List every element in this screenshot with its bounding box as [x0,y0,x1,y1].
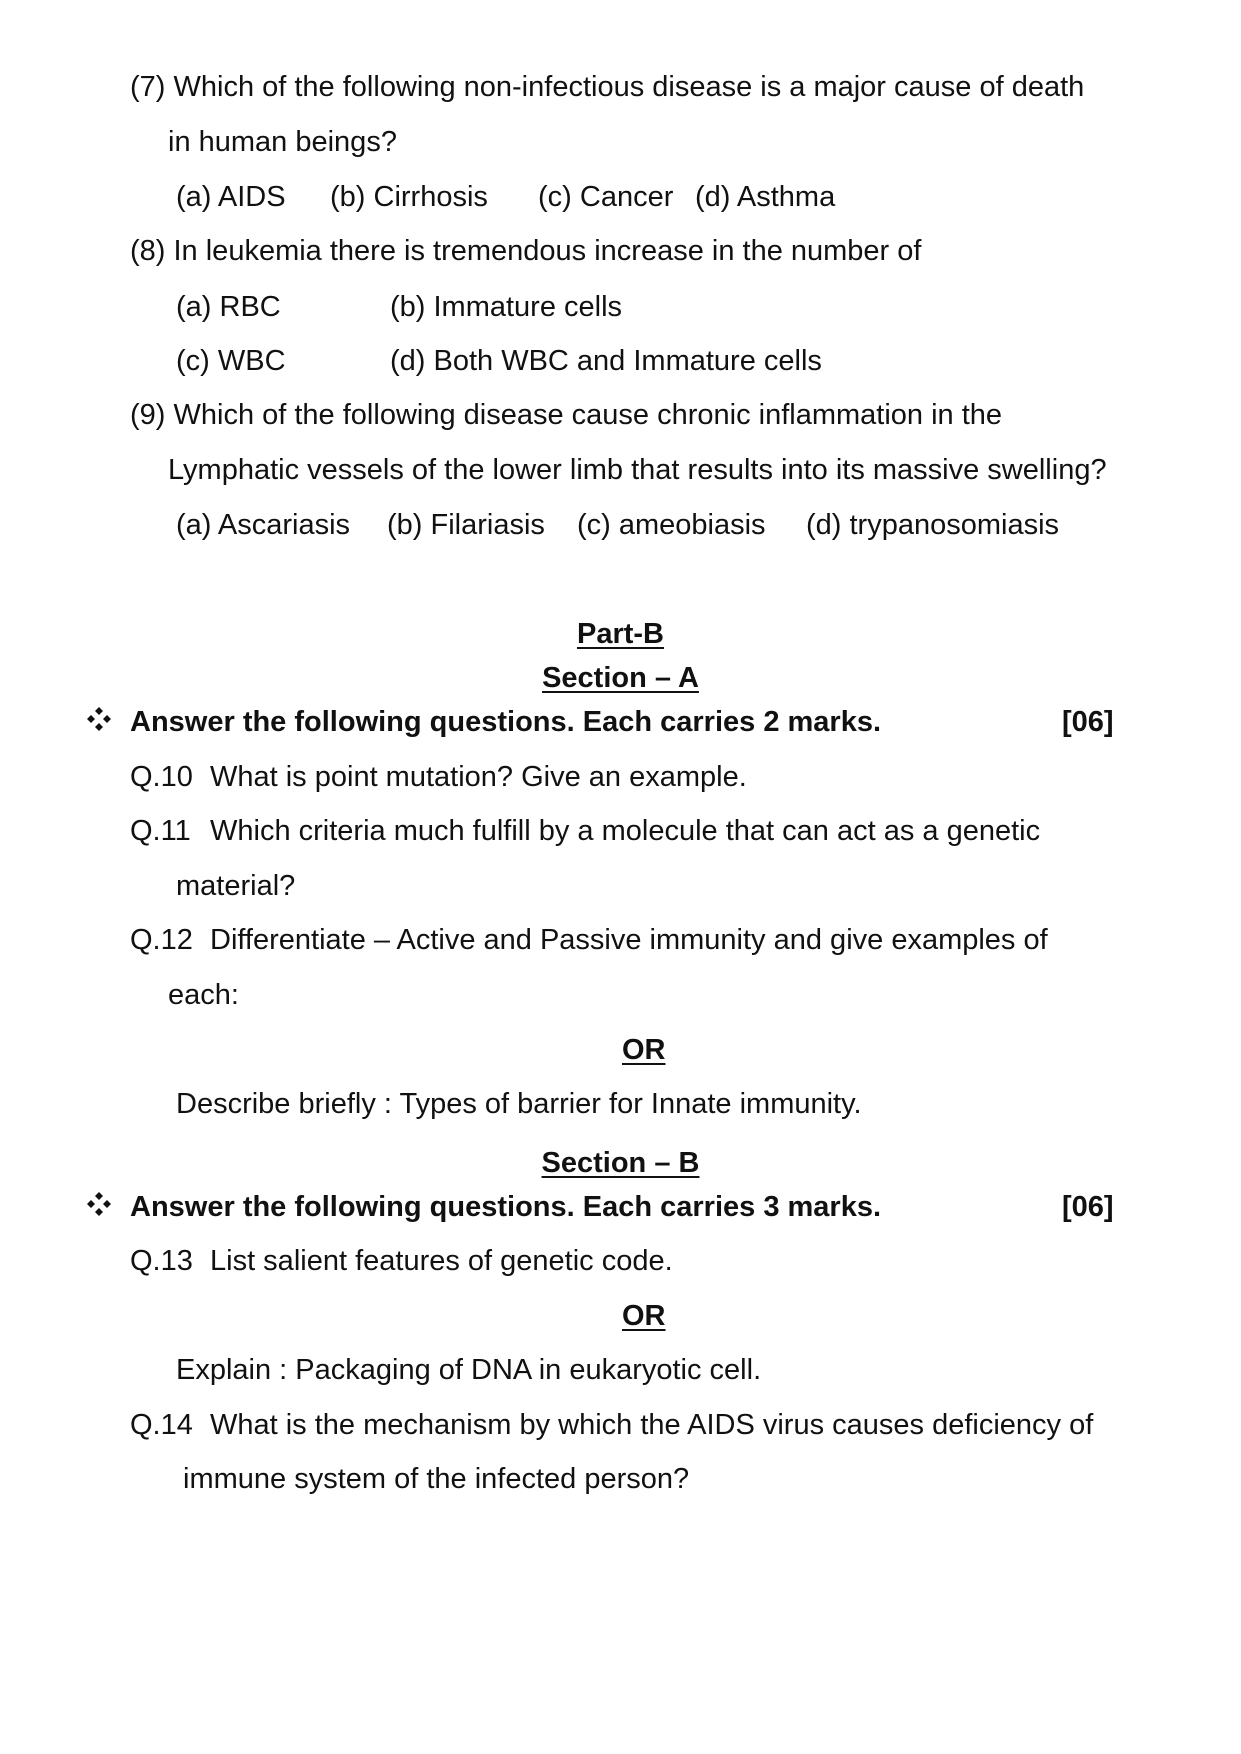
q9-option-a: (a) Ascariasis [176,509,351,541]
part-b-title: Part-B [576,618,664,650]
q7-option-b: (b) Cirrhosis [330,181,488,213]
section-b-or-label: OR [622,1300,666,1332]
section-a-title: Section – A [542,662,699,694]
q12-text-line2: each: [168,979,239,1011]
q10-number: Q.10 [130,761,193,793]
q9-stem-line2: Lymphatic vessels of the lower limb that results into its massive swelling? [168,454,1107,486]
section-b-title: Section – B [541,1147,700,1179]
section-a-marks: [06] [1062,706,1114,738]
q8-option-d: (d) Both WBC and Immature cells [390,345,822,377]
q8-option-a: (a) RBC [176,291,281,323]
q11-number: Q.11 [130,815,191,847]
four-diamond-bullet-icon [86,1191,112,1217]
q13-text: List salient features of genetic code. [210,1245,673,1277]
q13-number: Q.13 [130,1245,193,1277]
q10-text: What is point mutation? Give an example. [210,761,747,793]
q7-option-d: (d) Asthma [695,181,836,213]
q8-option-c: (c) WBC [176,345,286,377]
q9-stem-line1: (9) Which of the following disease cause chronic inflammation in the [130,399,1003,431]
q12-number: Q.12 [130,924,193,956]
q9-option-d: (d) trypanosomiasis [806,509,1060,541]
section-a-instruction: Answer the following questions. Each carries 2 marks. [130,706,882,738]
q7-option-a: (a) AIDS [176,181,286,213]
q7-stem-line2: in human beings? [168,126,397,158]
q14-number: Q.14 [130,1409,193,1441]
q7-option-c: (c) Cancer [538,181,674,213]
q8-stem: (8) In leukemia there is tremendous increase in the number of [130,235,922,267]
section-b-instruction: Answer the following questions. Each carries 3 marks. [130,1191,882,1223]
four-diamond-bullet-icon [86,706,112,732]
section-a-or-label: OR [622,1034,666,1066]
section-a-alternative-question: Describe briefly : Types of barrier for Innate immunity. [176,1088,862,1120]
q9-option-b: (b) Filariasis [387,509,545,541]
q9-option-c: (c) ameobiasis [577,509,766,541]
q12-text-line1: Differentiate – Active and Passive immunity and give examples of [210,924,1048,956]
q11-text-line2: material? [176,870,296,902]
q14-text-line2: immune system of the infected person? [183,1463,690,1495]
section-b-marks: [06] [1062,1191,1114,1223]
q7-stem-line1: (7) Which of the following non-infectious disease is a major cause of death [130,71,1085,103]
q11-text-line1: Which criteria much fulfill by a molecule that can act as a genetic [210,815,1041,847]
q8-option-b: (b) Immature cells [390,291,623,323]
section-b-alternative-question: Explain : Packaging of DNA in eukaryotic cell. [176,1354,762,1386]
q14-text-line1: What is the mechanism by which the AIDS virus causes deficiency of [210,1409,1094,1441]
